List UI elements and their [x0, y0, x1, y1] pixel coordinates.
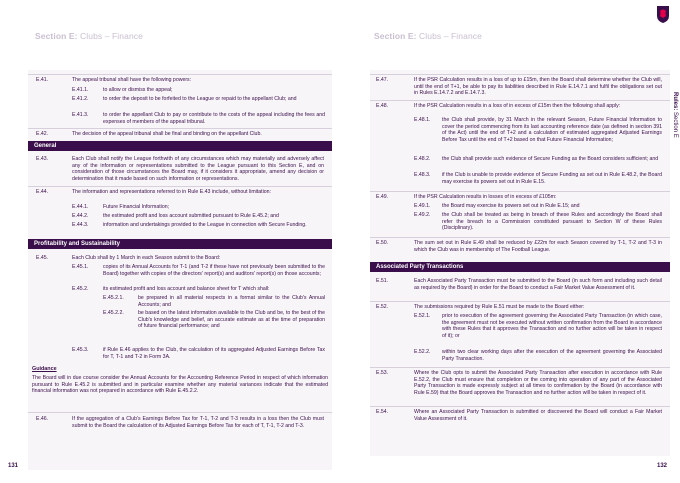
- rule-ref: E.42.: [36, 131, 49, 137]
- subrule-text: within two clear working days after the execution of the agreement governing the Associated Party Transaction.: [442, 349, 662, 362]
- subrule-ref: E.44.2.: [72, 213, 89, 219]
- heading-profitability: Profitability and Sustainability: [28, 239, 332, 249]
- subrule-text: the Club shall provide, by 31 March in the relevant Season, Future Financial Information to cover the period commencing from its last accounting reference date (as defined in section 391 of the Act) until the end of T+2 and a calculation of estimated aggregated Adjusted Earnings Before Tax until the end of T+2 based on that Future Financial Information;: [442, 117, 662, 143]
- guidance-text: The Board will in due course consider the Annual Accounts for the Accounting Reference Period in respect of which information pursuant to Rule E.45.2 is submitted and in particular examine whether any material variances indicate that the estimated financial information was not prepared in accordance with Rule E.45.2.2.: [32, 375, 328, 395]
- section-header: [35, 31, 143, 41]
- subrule-ref: E.44.3.: [72, 222, 89, 228]
- rules-panel: [370, 70, 670, 456]
- subrule-ref: E.41.3.: [72, 112, 89, 118]
- divider: [28, 74, 332, 75]
- subrule-ref: E.49.1.: [414, 203, 431, 209]
- divider: [370, 237, 670, 238]
- heading-general: General: [28, 141, 332, 151]
- rule-text: Where the Club opts to submit the Associated Party Transaction after execution in accordance with Rule E.52.2, the Club must ensure that completion or the coming into operation of any part of the Associated Party Transaction is made expressly subject at all times to confirmation by the Board (in accordance with Rule E.59) that the Board approves the Transaction and no further action will be taken in respect of it.: [414, 370, 662, 396]
- subrule-text: to order the deposit to be forfeited to the League or repaid to the appellant Club; and: [103, 96, 297, 102]
- rule-text: The submissions required by Rule E.51 must be made to the Board either:: [414, 304, 585, 310]
- rule-text: The decision of the appeal tribunal shall be final and binding on the appellant Club.: [72, 131, 262, 137]
- subrule-text: the Club shall be treated as being in breach of these Rules and accordingly the Board shall refer the breach to a Commission constituted pursuant to Section W of these Rules (Disciplinary).: [442, 212, 662, 232]
- subrule-text: the Club shall provide such evidence of Secure Funding as the Board considers sufficient; and: [442, 156, 659, 162]
- divider: [370, 367, 670, 368]
- rule-text: The appeal tribunal shall have the following powers:: [72, 77, 192, 83]
- rule-text: Each Club shall by 1 March in each Season submit to the Board:: [72, 255, 221, 261]
- rule-ref: E.45.: [36, 255, 49, 261]
- divider: [28, 186, 332, 187]
- page-number: 132: [657, 463, 668, 469]
- subrule-ref: E.41.2.: [72, 96, 89, 102]
- subrule-ref: E.48.1.: [414, 117, 431, 123]
- divider: [370, 100, 670, 101]
- subrule-text: copies of its Annual Accounts for T-1 (and T-2 if these have not previously been submitted to the Board) together with copies of the directors' report(s) and auditors' report(s) on those accounts;: [103, 264, 325, 277]
- rule-text: The sum set out in Rule E.49 shall be reduced by £22m for each Season covered by T-1, T-2 and T-3 in which the Club was in membership of The Football League.: [414, 240, 662, 253]
- rule-ref: E.53.: [376, 370, 389, 376]
- rule-ref: E.49.: [376, 194, 389, 200]
- subrule-text: to order the appellant Club to pay or contribute to the costs of the appeal including the fees and expenses of members of the appeal tribunal.: [103, 112, 325, 125]
- guidance-title: Guidance: [32, 366, 57, 372]
- section-subtitle: Clubs – Finance: [419, 31, 482, 41]
- subrule-ref: E.48.3.: [414, 172, 431, 178]
- rule-text: Each Associated Party Transaction must be submitted to the Board (in such form and including such detail as required by the Board) in order for the Board to conduct a Fair Market Value Assessment of it.: [414, 278, 662, 291]
- rule-ref: E.44.: [36, 189, 49, 195]
- subrule-ref: E.45.2.: [72, 286, 89, 292]
- rule-ref: E.54.: [376, 409, 389, 415]
- rule-text: If the PSR Calculation results in a loss of in excess of £15m then the following shall apply:: [414, 103, 621, 109]
- page-number: 131: [8, 463, 19, 469]
- subrule-text: prior to execution of the agreement governing the Associated Party Transaction (in which case, the agreement must not be executed without written confirmation from the Board in accordance with these Rules that it approves the Transaction and no further action will be taken in respect of it); or: [442, 313, 662, 339]
- rule-ref: E.41.: [36, 77, 49, 83]
- section-title: Section E:: [374, 31, 417, 41]
- rule-text: If the PSR Calculation results in losses of in excess of £105m:: [414, 194, 557, 200]
- divider: [28, 412, 332, 413]
- lion-crest-icon: [654, 4, 672, 24]
- divider: [28, 128, 332, 129]
- subrule-text: information and undertakings provided to the League in connection with Secure Funding.: [103, 222, 307, 228]
- subrule-ref: E.44.1.: [72, 204, 89, 210]
- rule-ref: E.47.: [376, 77, 389, 83]
- rule-text: If the PSR Calculation results in a loss of up to £15m, then the Board shall determine whether the Club will, until the end of T+1, be able to pay its liabilities described in Rule E.14.7.1 and fulfil the obligations set out in Rules E.14.7.2 and E.14.7.3.: [414, 77, 662, 97]
- subsubrule-text: be prepared in all material respects in a format similar to the Club's Annual Accounts; and: [138, 295, 325, 308]
- subrule-text: its estimated profit and loss account and balance sheet for T which shall:: [103, 286, 270, 292]
- subsubrule-text: be based on the latest information available to the Club and be, to the best of the Club's knowledge and belief, an accurate estimate as at the time of preparation of future financial performance; and: [138, 310, 325, 330]
- divider: [370, 191, 670, 192]
- rule-ref: E.51.: [376, 278, 389, 284]
- rule-ref: E.48.: [376, 103, 389, 109]
- subrule-text: if Rule E.46 applies to the Club, the calculation of its aggregated Adjusted Earnings Before Tax for T, T-1 and T-2 in Form 3A.: [103, 347, 325, 360]
- rule-ref: E.50.: [376, 240, 389, 246]
- heading-associated-party: Associated Party Transactions: [370, 262, 670, 272]
- subrule-text: Future Financial Information;: [103, 204, 170, 210]
- subrule-text: the Board may exercise its powers set out in Rule E.15; and: [442, 203, 580, 209]
- rules-panel: [28, 70, 332, 470]
- right-page: [340, 0, 680, 483]
- rule-text: If the aggregation of a Club's Earnings Before Tax for T-1, T-2 and T-3 results in a loss then the Club must submit to the Board the calculation of its Adjusted Earnings Before Tax for each of T, T-1, T-2 and T-3.: [72, 416, 324, 429]
- subrule-ref: E.45.1.: [72, 264, 89, 270]
- side-label-rest: Section E: [672, 110, 678, 138]
- subrule-ref: E.48.2.: [414, 156, 431, 162]
- divider: [370, 406, 670, 407]
- subsubrule-ref: E.45.2.2.: [103, 310, 124, 316]
- rule-text: Where an Associated Party Transaction is submitted or discovered the Board will conduct a Fair Market Value Assessment of it.: [414, 409, 662, 422]
- subrule-text: if the Club is unable to provide evidence of Secure Funding as set out in Rule E.48.2, the Board may exercise its powers set out in Rule E.15.: [442, 172, 662, 185]
- subrule-ref: E.52.2.: [414, 349, 431, 355]
- rule-text: Each Club shall notify the League forthwith of any circumstances which may materially and adversely affect any of the information or representations submitted to the League pursuant to this Section E, and on consideration of those circumstances the Board may, if it considers it appropriate, amend any decision or determination that it made based on such information or representations.: [72, 156, 324, 182]
- divider: [370, 74, 670, 75]
- side-label-bold: Rules:: [672, 92, 678, 111]
- rule-text: The information and representations referred to in Rule E.43 include, without limitation:: [72, 189, 271, 195]
- subrule-text: to allow or dismiss the appeal;: [103, 87, 173, 93]
- rule-ref: E.52.: [376, 304, 389, 310]
- subsubrule-ref: E.45.2.1.: [103, 295, 124, 301]
- subrule-ref: E.52.1.: [414, 313, 431, 319]
- subrule-ref: E.49.2.: [414, 212, 431, 218]
- subrule-text: the estimated profit and loss account submitted pursuant to Rule E.45.2; and: [103, 213, 279, 219]
- rule-ref: E.46.: [36, 416, 49, 422]
- section-header: [374, 31, 482, 41]
- rule-ref: E.43.: [36, 156, 49, 162]
- side-label: [672, 92, 678, 138]
- section-title: Section E:: [35, 31, 78, 41]
- divider: [370, 301, 670, 302]
- subrule-ref: E.45.3.: [72, 347, 89, 353]
- subrule-ref: E.41.1.: [72, 87, 89, 93]
- section-subtitle: Clubs – Finance: [80, 31, 143, 41]
